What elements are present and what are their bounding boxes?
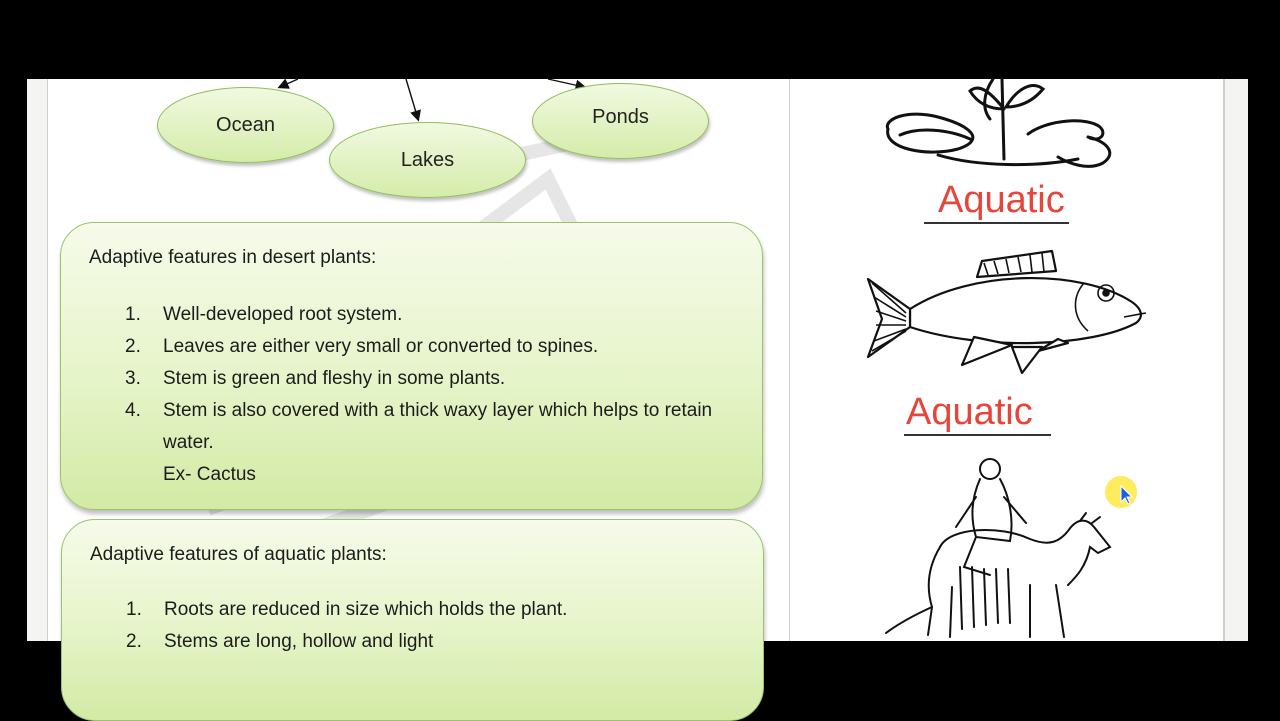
list-item: 2. Leaves are either very small or converted to spines. bbox=[125, 336, 599, 357]
fish-icon bbox=[862, 247, 1152, 377]
mouse-cursor-icon bbox=[1105, 476, 1137, 508]
list-item: 4. Stem is also covered with a thick waxy layer which helps to retain water. bbox=[125, 400, 713, 453]
list-item: 1. Roots are reduced in size which holds the plant. bbox=[126, 599, 568, 620]
oval-ponds-label: Ponds bbox=[592, 105, 649, 128]
lotus-plant-icon bbox=[878, 79, 1133, 169]
list-item: 1. Well-developed root system. bbox=[125, 304, 403, 325]
worksheet-page bbox=[47, 79, 790, 652]
desert-features-list bbox=[125, 299, 723, 459]
oval-ponds bbox=[532, 83, 709, 159]
oval-lakes bbox=[329, 122, 526, 198]
oval-lakes-label: Lakes bbox=[400, 148, 455, 171]
document-viewer bbox=[27, 79, 1248, 652]
desert-example: Ex- Cactus bbox=[163, 464, 256, 485]
oval-ocean-label: Ocean bbox=[216, 113, 275, 136]
pictures-page bbox=[789, 79, 1225, 641]
camel-rider-icon bbox=[880, 457, 1130, 641]
aquatic-features-list bbox=[126, 594, 724, 658]
desert-features-box bbox=[60, 222, 763, 510]
list-item: 2. Stems are long, hollow and light bbox=[126, 631, 434, 652]
aquatic-features-box bbox=[61, 519, 764, 721]
list-item: 3. Stem is green and fleshy in some plants. bbox=[125, 368, 506, 389]
aquatic-features-title: Adaptive features of aquatic plants: bbox=[90, 544, 387, 565]
caption-aquatic-2: Aquatic bbox=[904, 391, 1051, 436]
caption-aquatic-1: Aquatic bbox=[924, 179, 1069, 224]
oval-ocean bbox=[157, 87, 334, 163]
desert-features-title: Adaptive features in desert plants: bbox=[89, 247, 377, 268]
